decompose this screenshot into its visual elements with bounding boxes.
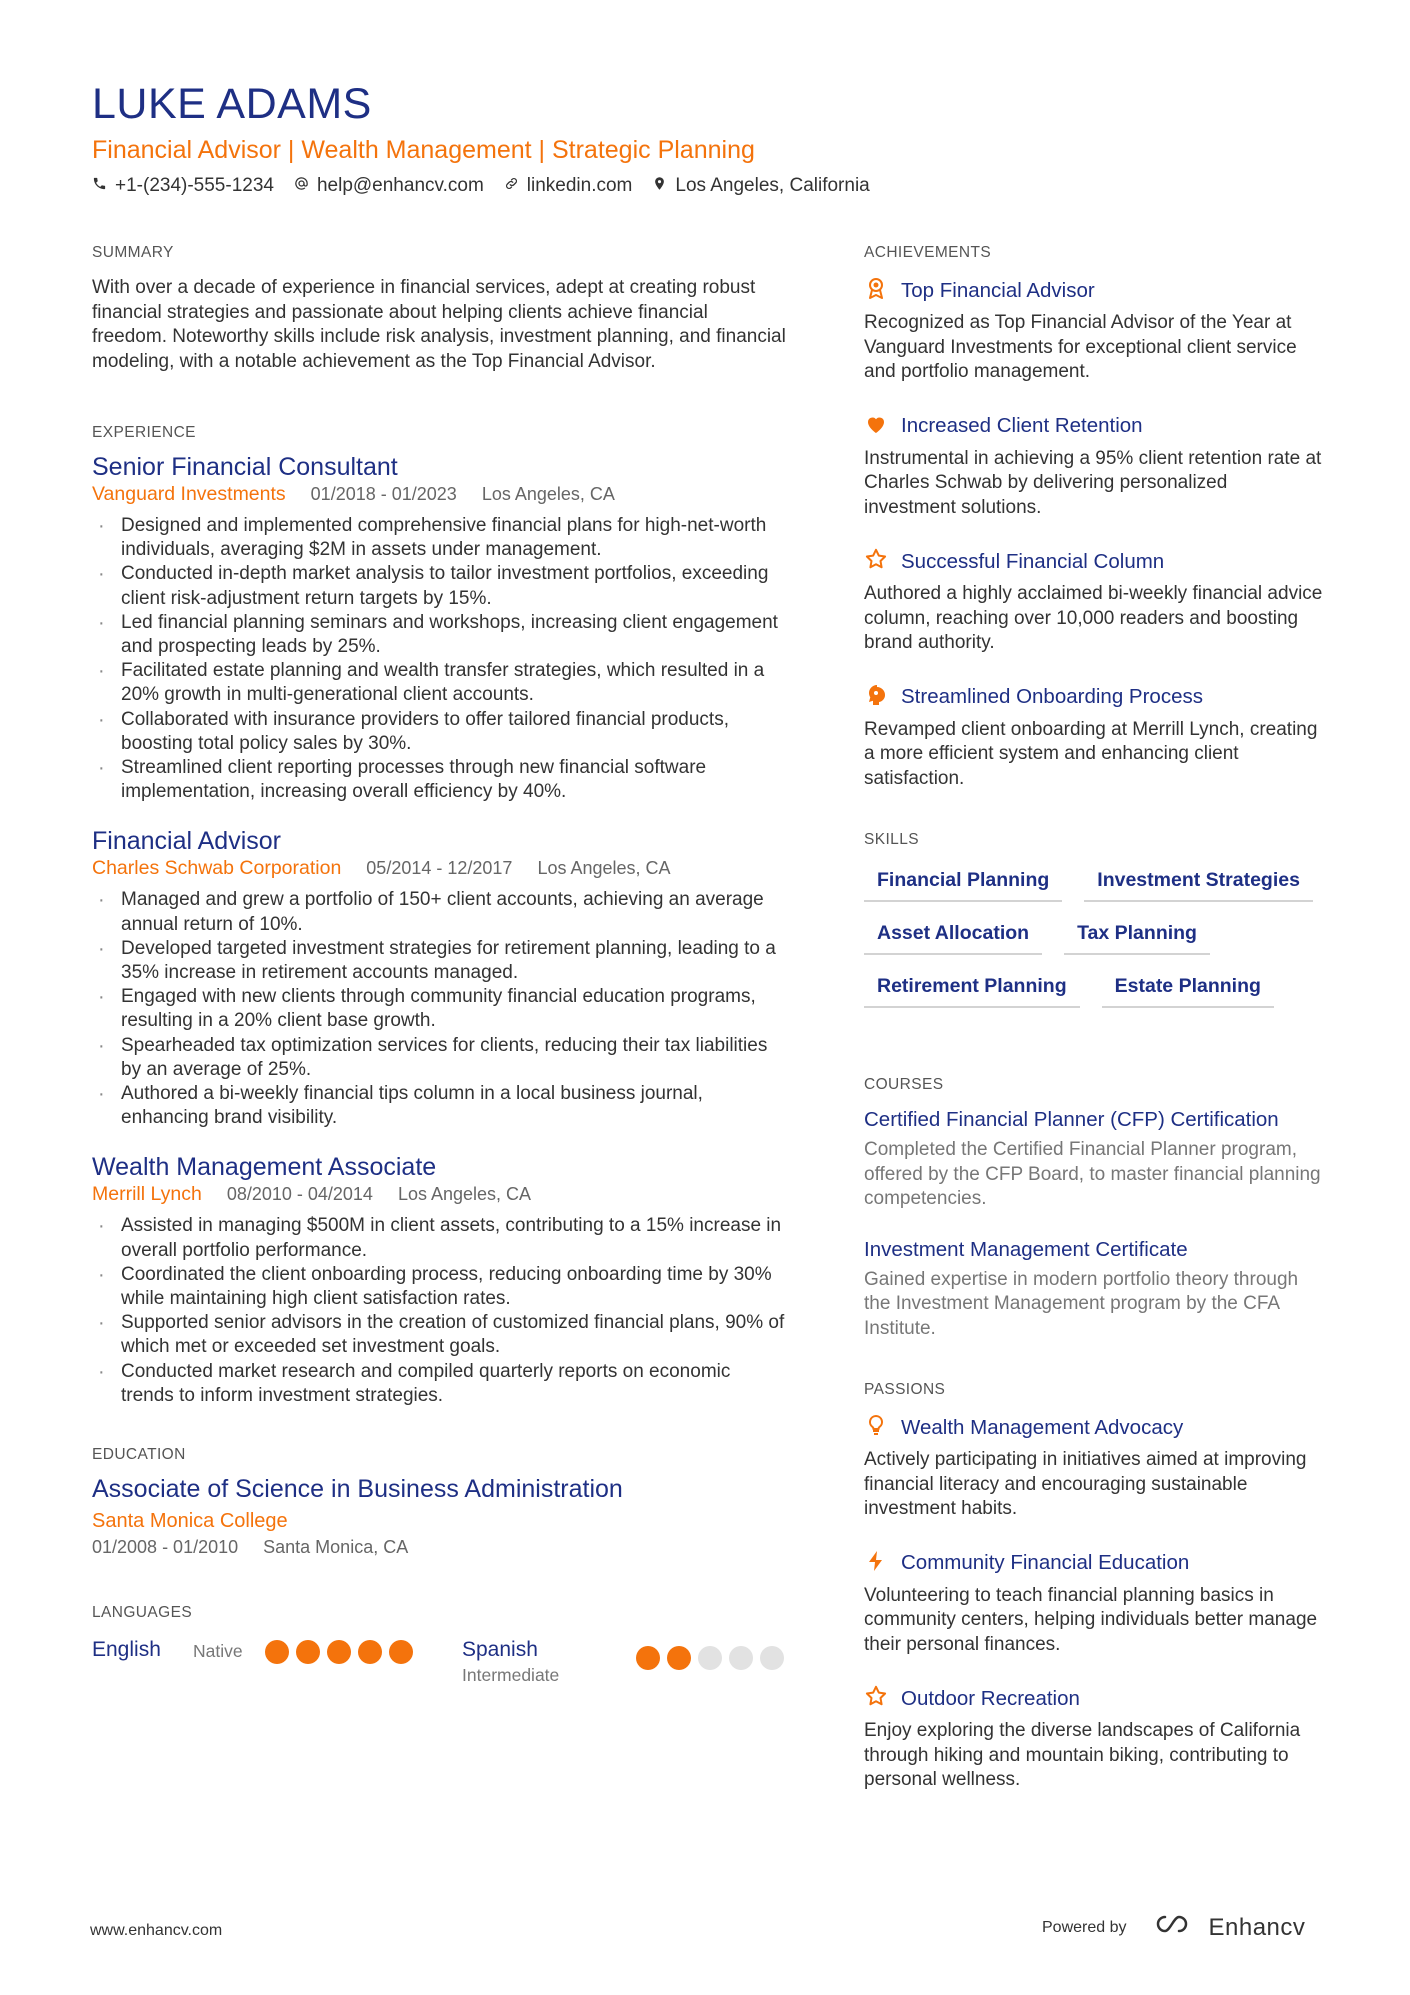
at-icon xyxy=(294,175,309,197)
achievements-section xyxy=(864,244,1324,791)
courses-section xyxy=(864,1076,1324,1341)
education-section xyxy=(92,1446,787,1558)
skill-tag: Financial Planning xyxy=(864,865,1062,902)
skills-list xyxy=(864,865,1324,1008)
job-company: Charles Schwab Corporation xyxy=(92,857,342,880)
job-dates: 01/2018 - 01/2023 xyxy=(310,484,457,504)
achievement-title: Increased Client Retention xyxy=(901,414,1143,437)
skills-section xyxy=(864,831,1324,1008)
skill-tag: Tax Planning xyxy=(1064,918,1210,955)
course-title: Certified Financial Planner (CFP) Certification xyxy=(864,1108,1279,1131)
contact-linkedin[interactable] xyxy=(504,175,633,197)
job-bullet: · Conducted in-depth market analysis to tailor investment portfolios, exceeding client risk-adjustment return targets by 15%. xyxy=(92,562,787,610)
rating-dot-filled xyxy=(389,1640,413,1664)
achievement-title: Streamlined Onboarding Process xyxy=(901,685,1203,708)
passion-title: Outdoor Recreation xyxy=(901,1686,1080,1710)
skill-tag: Investment Strategies xyxy=(1084,865,1313,902)
skill-tag: Asset Allocation xyxy=(864,918,1042,955)
achievement-item xyxy=(864,547,1324,656)
job-location: Los Angeles, CA xyxy=(397,1184,532,1205)
passion-title: Community Financial Education xyxy=(901,1551,1190,1574)
rating-dot-filled xyxy=(358,1640,382,1664)
job-bullet: · Engaged with new clients through community financial education programs, resulting in a 20% client base growth. xyxy=(92,985,787,1033)
job-bullet: · Led financial planning seminars and workshops, increasing client engagement and prospecting leads by 25%. xyxy=(92,611,787,659)
education-meta xyxy=(92,1537,787,1558)
achievement-desc: Revamped client onboarding at Merrill Lynch, creating a more efficient system and enhancing client satisfaction. xyxy=(864,718,1318,789)
job-entry xyxy=(92,1152,787,1408)
passion-desc: Volunteering to teach financial planning basics in community centers, helping individuals better manage their personal finances. xyxy=(864,1584,1318,1655)
heart-icon xyxy=(864,412,888,441)
job-bullet: · Developed targeted investment strategies for retirement planning, leading to a 35% increase in retirement accounts managed. xyxy=(92,937,787,985)
powered-by-label: Powered by xyxy=(1042,1918,1127,1936)
infinity-icon xyxy=(1153,1912,1201,1943)
achievement-item xyxy=(864,683,1324,792)
achievement-desc: Authored a highly acclaimed bi-weekly financial advice column, reaching over 10,000 readers and boosting brand authority. xyxy=(864,583,1323,653)
course-item xyxy=(864,1238,1324,1342)
candidate-tagline: Financial Advisor | Wealth Management | Strategic Planning xyxy=(92,136,755,164)
achievement-title: Successful Financial Column xyxy=(901,549,1165,573)
award-icon xyxy=(864,276,888,305)
phone-icon xyxy=(92,175,107,197)
job-meta xyxy=(92,1183,787,1206)
course-desc: Completed the Certified Financial Planner program, offered by the CFP Board, to master financial planning competencies. xyxy=(864,1139,1321,1209)
skills-heading: SKILLS xyxy=(864,831,919,848)
achievement-head xyxy=(864,412,1324,441)
passion-title: Wealth Management Advocacy xyxy=(901,1415,1184,1439)
job-title: Wealth Management Associate xyxy=(92,1153,437,1182)
achievement-desc: Instrumental in achieving a 95% client retention rate at Charles Schwab by delivering personalized investment solutions. xyxy=(864,447,1322,518)
location-text: Los Angeles, California xyxy=(675,175,870,196)
job-entry xyxy=(92,452,787,804)
experience-heading: EXPERIENCE xyxy=(92,424,196,441)
brand-logo[interactable] xyxy=(1153,1912,1306,1943)
job-bullet: · Authored a bi-weekly financial tips column in a local business journal, enhancing brand visibility. xyxy=(92,1082,787,1130)
experience-section xyxy=(92,424,787,1408)
course-title: Investment Management Certificate xyxy=(864,1237,1188,1261)
summary-text: With over a decade of experience in financial services, adept at creating robust financial strategies and passionate about helping clients achieve financial freedom. Noteworthy skills include risk analysis, investment planning, and financial modeling, with a notable achievement as the Top Financial Advisor. xyxy=(92,277,786,372)
passion-item xyxy=(864,1549,1324,1658)
contact-phone[interactable] xyxy=(92,175,274,197)
job-location: Los Angeles, CA xyxy=(537,858,671,879)
language-item-english xyxy=(92,1638,462,1664)
job-title: Financial Advisor xyxy=(92,827,281,856)
rating-dot-filled xyxy=(265,1640,289,1664)
achievements-heading: ACHIEVEMENTS xyxy=(864,244,992,261)
job-bullet: · Spearheaded tax optimization services for clients, reducing their tax liabilities by an average of 25%. xyxy=(92,1034,787,1082)
rating-dot-filled xyxy=(636,1646,660,1670)
star-icon xyxy=(864,547,888,576)
skill-tag: Estate Planning xyxy=(1102,971,1274,1008)
summary-heading: SUMMARY xyxy=(92,244,174,261)
job-bullet: · Conducted market research and compiled quarterly reports on economic trends to inform investment strategies. xyxy=(92,1360,787,1408)
skill-tag: Retirement Planning xyxy=(864,971,1080,1008)
link-icon xyxy=(504,175,519,197)
passion-item xyxy=(864,1684,1324,1793)
job-bullets xyxy=(92,1214,787,1408)
star-icon xyxy=(864,1684,888,1713)
achievement-title: Top Financial Advisor xyxy=(901,278,1095,302)
achievement-item xyxy=(864,276,1324,385)
contact-email[interactable] xyxy=(294,175,484,197)
job-location: Los Angeles, CA xyxy=(481,484,615,504)
lightbulb-icon xyxy=(864,1413,888,1442)
job-bullet: · Facilitated estate planning and wealth transfer strategies, which resulted in a 20% growth in multi-generational client accounts. xyxy=(92,659,787,707)
passions-section xyxy=(864,1381,1324,1793)
passion-head xyxy=(864,1413,1324,1442)
languages-section xyxy=(92,1604,787,1686)
job-company: Vanguard Investments xyxy=(92,483,286,505)
education-school: Santa Monica College xyxy=(92,1510,288,1533)
rating-dot-filled xyxy=(667,1646,691,1670)
job-bullets xyxy=(92,514,787,804)
contact-location xyxy=(652,175,869,197)
job-dates: 05/2014 - 12/2017 xyxy=(366,858,513,879)
achievement-head xyxy=(864,547,1324,576)
job-bullet: · Collaborated with insurance providers to offer tailored financial products, boosting total policy sales by 30%. xyxy=(92,708,787,756)
passion-head xyxy=(864,1549,1324,1578)
passion-head xyxy=(864,1684,1324,1713)
left-column xyxy=(92,244,787,1686)
candidate-name: LUKE ADAMS xyxy=(92,80,372,128)
rating-dot-empty xyxy=(698,1646,722,1670)
education-dates: 01/2008 - 01/2010 xyxy=(92,1537,239,1558)
language-level: Native xyxy=(193,1641,243,1662)
job-meta xyxy=(92,857,787,880)
language-level: Intermediate xyxy=(462,1665,560,1686)
job-bullet: · Coordinated the client onboarding process, reducing onboarding time by 30% while maintaining high client satisfaction rates. xyxy=(92,1263,787,1311)
rating-dot-empty xyxy=(760,1646,784,1670)
course-item xyxy=(864,1108,1324,1212)
rating-dot-filled xyxy=(327,1640,351,1664)
achievement-desc: Recognized as Top Financial Advisor of the Year at Vanguard Investments for exceptional client service and portfolio management. xyxy=(864,312,1297,382)
job-entry xyxy=(92,826,787,1130)
languages-heading: LANGUAGES xyxy=(92,1604,193,1622)
passion-desc: Enjoy exploring the diverse landscapes of California through hiking and mountain biking, contributing to personal wellness. xyxy=(864,1720,1301,1790)
language-item-spanish xyxy=(462,1638,784,1686)
phone-text: +1-(234)-555-1234 xyxy=(115,175,274,196)
job-meta xyxy=(92,483,787,506)
job-title: Senior Financial Consultant xyxy=(92,453,398,481)
passion-desc: Actively participating in initiatives aimed at improving financial literacy and encouraging sustainable investment habits. xyxy=(864,1449,1307,1519)
location-pin-icon xyxy=(652,175,667,197)
lightning-icon xyxy=(864,1549,888,1578)
linkedin-text: linkedin.com xyxy=(526,175,633,196)
footer-website[interactable]: www.enhancv.com xyxy=(90,1922,223,1939)
brain-icon xyxy=(864,683,888,712)
job-dates: 08/2010 - 04/2014 xyxy=(226,1184,373,1205)
education-location: Santa Monica, CA xyxy=(263,1537,409,1558)
language-rating xyxy=(265,1640,413,1664)
language-name: English xyxy=(92,1638,161,1662)
course-desc: Gained expertise in modern portfolio theory through the Investment Management program by the CFA Institute. xyxy=(864,1268,1299,1339)
language-rating xyxy=(636,1646,784,1670)
languages-list xyxy=(92,1638,787,1686)
education-degree: Associate of Science in Business Administration xyxy=(92,1475,623,1504)
passion-item xyxy=(864,1413,1324,1522)
brand-name: Enhancv xyxy=(1208,1913,1306,1941)
achievement-head xyxy=(864,276,1324,305)
job-bullets xyxy=(92,888,787,1130)
rating-dot-empty xyxy=(729,1646,753,1670)
job-bullet: · Designed and implemented comprehensive financial plans for high-net-worth individuals, averaging $2M in assets under management. xyxy=(92,514,787,562)
job-bullet: · Managed and grew a portfolio of 150+ client accounts, achieving an average annual return of 10%. xyxy=(92,888,787,936)
job-bullet: · Streamlined client reporting processes through new financial software implementation, increasing overall efficiency by 40%. xyxy=(92,756,787,804)
education-heading: EDUCATION xyxy=(92,1446,186,1464)
job-bullet: · Assisted in managing $500M in client assets, contributing to a 15% increase in overall portfolio performance. xyxy=(92,1214,787,1262)
achievement-head xyxy=(864,683,1324,712)
email-text: help@enhancv.com xyxy=(316,175,484,196)
rating-dot-filled xyxy=(296,1640,320,1664)
achievement-item xyxy=(864,412,1324,521)
job-bullet: · Supported senior advisors in the creation of customized financial plans, 90% of which met or exceeded set investment goals. xyxy=(92,1311,787,1359)
footer-branding xyxy=(1042,1912,1305,1943)
job-company: Merrill Lynch xyxy=(92,1183,202,1206)
right-column xyxy=(864,244,1324,1820)
passions-heading: PASSIONS xyxy=(864,1381,946,1398)
courses-heading: COURSES xyxy=(864,1076,944,1093)
language-name: Spanish xyxy=(462,1638,538,1662)
contact-bar xyxy=(92,175,870,197)
summary-section xyxy=(92,244,787,374)
